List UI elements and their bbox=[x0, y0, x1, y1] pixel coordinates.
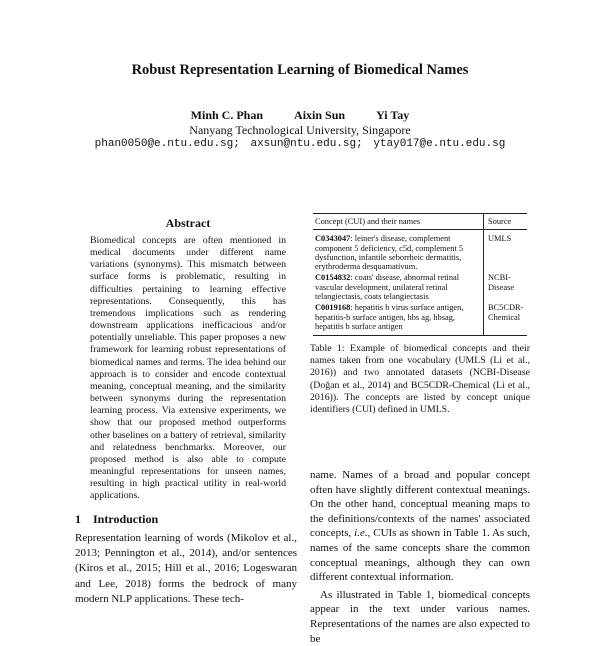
table-row bbox=[313, 230, 527, 273]
author-name: Yi Tay bbox=[376, 108, 410, 122]
abstract-heading: Abstract bbox=[165, 216, 211, 230]
concept-cell bbox=[313, 230, 484, 273]
source-cell: BC5CDR-Chemical bbox=[488, 303, 524, 322]
author-list bbox=[0, 108, 600, 123]
author-name: Minh C. Phan bbox=[190, 108, 264, 122]
source-cell: NCBI-Disease bbox=[488, 273, 515, 292]
affiliation: Nanyang Technological University, Singapore bbox=[189, 123, 411, 137]
concept-names: : coats' disease, abnormal retinal vascular development, unilateral retinal telangiectasis, coats telangiectasis bbox=[315, 273, 460, 302]
table-row bbox=[313, 302, 527, 335]
text-run: name. Names of a broad and popular concept often have slightly different contextual meanings. On the other hand, conceptual meaning maps to the definitions/contexts of the names' associated concepts, bbox=[310, 469, 530, 540]
cui-id: C0019168 bbox=[315, 303, 351, 313]
concept-cell bbox=[313, 302, 484, 335]
source-cell: UMLS bbox=[488, 234, 512, 244]
section-number: 1 bbox=[75, 512, 81, 526]
section-title: Introduction bbox=[93, 512, 159, 526]
paragraph bbox=[310, 468, 530, 585]
text-run: CUIs as shown in Table 1. As such, names of the same concepts share the common conceptual meanings, although they can own different contextual information. bbox=[310, 527, 531, 584]
abstract-text: Biomedical concepts are often mentioned in medical documents under different name variations (synonyms). This mismatch between surface forms is problematic, resulting in difficulties pertaining to learning effective representations. Consequently, this has tremendous implications such as rendering downstream applications inefficacious and/or potentially unreliable. This paper proposes a new framework for learning robust representations of biomedical names and terms. The idea behind our approach is to consider and encode contextual meaning, conceptual meaning, and the similarity between synonyms during the representation learning process. Via extensive experiments, we show that our proposed method outperforms other baselines on a battery of retrieval, similarity and relatedness benchmarks. Moreover, our proposed method is also able to compute meaningful representations for unseen names, resulting in high practical utility in real-world applications. bbox=[90, 235, 286, 502]
email-address: axsun@ntu.edu.sg; bbox=[250, 138, 363, 150]
email-address: phan0050@e.ntu.edu.sg; bbox=[94, 138, 240, 150]
intro-paragraph: Representation learning of words (Mikolov et al., 2013; Pennington et al., 2014), and/or sentences (Kiros et al., 2015; Hill et al., 2016; Logeswaran and Lee, 2018) forms the bedrock of many modern NLP applications. These tech- bbox=[75, 532, 297, 605]
table-header-cell: Source bbox=[488, 217, 512, 226]
concept-names: : leiner's disease, complement component 5 deficiency, c5d, complement 5 dysfunction, infantile seborrheic dermatitis, erythroderma desquamativum. bbox=[315, 234, 464, 272]
concept-cell bbox=[313, 272, 484, 302]
paper-title: Robust Representation Learning of Biomedical Names bbox=[131, 62, 469, 78]
section-heading bbox=[75, 512, 158, 527]
table-header-row bbox=[313, 214, 527, 230]
table-row bbox=[313, 272, 527, 302]
table-caption: Table 1: Example of biomedical concepts and their names taken from one vocabulary (UMLS (Li et al., 2016)) and two annotated datasets (NCBI-Disease (Doğan et al., 2014) and BC5CDR-Chemical (Li et al., 2016)). The concepts are listed by concept unique identifiers (CUI) defined in UMLS. bbox=[310, 343, 530, 416]
author-name: Aixin Sun bbox=[294, 108, 346, 122]
concept-table bbox=[313, 213, 527, 336]
email-list bbox=[0, 138, 600, 150]
concept-names: : hepatitis b virus surface antigen, hepatitis-b surface antigen, hbs ag, hbsag, hepatitis b surface antigen bbox=[315, 303, 464, 331]
cui-id: C0154832 bbox=[315, 273, 351, 283]
paragraph: As illustrated in Table 1, biomedical concepts appear in the text under various names. Representations of the names are also expected to be bbox=[310, 588, 530, 645]
email-address: ytay017@e.ntu.edu.sg bbox=[373, 138, 506, 150]
table-header-cell: Concept (CUI) and their names bbox=[313, 214, 484, 230]
cui-id: C0343047 bbox=[315, 234, 351, 244]
italic-text: i.e., bbox=[354, 527, 371, 540]
right-column-text bbox=[310, 468, 530, 646]
